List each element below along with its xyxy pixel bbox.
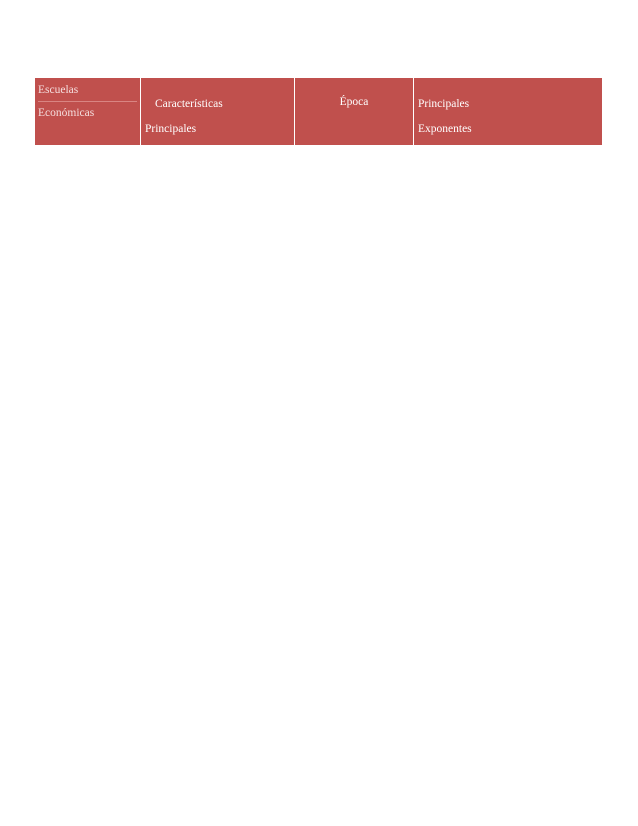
header-schools-line2: Económicas xyxy=(38,107,95,119)
header-exponents-line2: Exponentes xyxy=(418,123,472,135)
header-characteristics-line1: Características xyxy=(155,98,223,110)
header-characteristics-line2: Principales xyxy=(145,123,197,135)
header-schools xyxy=(35,78,141,146)
header-epoch: Época xyxy=(295,78,414,146)
header-exponents xyxy=(414,78,603,146)
header-exponents-line1: Principales xyxy=(418,98,470,110)
table-header-row xyxy=(35,78,603,146)
header-characteristics xyxy=(141,78,295,146)
economic-schools-table xyxy=(34,77,603,146)
header-schools-line1: Escuelas xyxy=(38,82,137,102)
